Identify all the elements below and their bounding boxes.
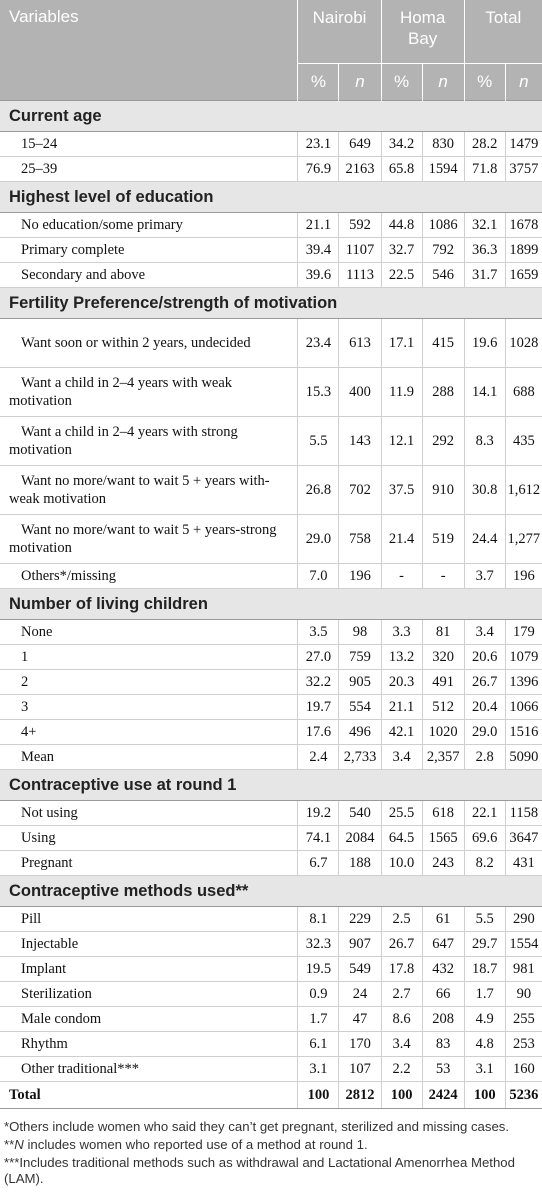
cell-percent: 6.1	[298, 1032, 339, 1057]
cell-count: 981	[505, 957, 542, 982]
cell-percent: 27.0	[298, 645, 339, 670]
cell-percent: 20.6	[464, 645, 505, 670]
row-label: Want no more/want to wait 5 + years with-weak motivation	[0, 466, 298, 515]
section-title: Current age	[0, 101, 542, 132]
cell-percent: 7.0	[298, 564, 339, 589]
table-row	[0, 1057, 542, 1082]
cell-percent: 18.7	[464, 957, 505, 982]
cell-percent: 22.5	[381, 263, 422, 288]
row-label: 25–39	[0, 157, 298, 182]
cell-percent: 17.8	[381, 957, 422, 982]
table-row	[0, 801, 542, 826]
cell-percent: 13.2	[381, 645, 422, 670]
cell-percent: 76.9	[298, 157, 339, 182]
cell-count: 519	[422, 515, 464, 564]
row-label: Implant	[0, 957, 298, 982]
table-row	[0, 932, 542, 957]
cell-count: 1565	[422, 826, 464, 851]
row-label: No education/some primary	[0, 213, 298, 238]
cell-count: 2,733	[339, 745, 381, 770]
cell-percent: 21.1	[381, 695, 422, 720]
cell-count: 647	[422, 932, 464, 957]
table-row	[0, 263, 542, 288]
table-row	[0, 213, 542, 238]
cell-percent: 29.0	[464, 720, 505, 745]
cell-count: 1113	[339, 263, 381, 288]
cell-count: 66	[422, 982, 464, 1007]
row-label: Others*/missing	[0, 564, 298, 589]
cell-percent: 44.8	[381, 213, 422, 238]
cell-count: 2084	[339, 826, 381, 851]
cell-percent: 3.5	[298, 620, 339, 645]
cell-percent: 28.2	[464, 132, 505, 157]
row-label: Other traditional***	[0, 1057, 298, 1082]
total-row	[0, 1082, 542, 1109]
cell-percent: 8.6	[381, 1007, 422, 1032]
table-row	[0, 720, 542, 745]
table-row	[0, 157, 542, 182]
cell-percent: 3.4	[381, 1032, 422, 1057]
cell-count: 431	[505, 851, 542, 876]
cell-count: 170	[339, 1032, 381, 1057]
cell-count: 1079	[505, 645, 542, 670]
row-label: Male condom	[0, 1007, 298, 1032]
cell-percent: 71.8	[464, 157, 505, 182]
section-title: Highest level of education	[0, 182, 542, 213]
cell-count: 1107	[339, 238, 381, 263]
table-row	[0, 620, 542, 645]
footnote-2-rest: includes women who reported use of a method at round 1.	[23, 1137, 368, 1152]
cell-percent: -	[381, 564, 422, 589]
cell-count: 292	[422, 417, 464, 466]
cell-count: 1066	[505, 695, 542, 720]
cell-count: 320	[422, 645, 464, 670]
cell-percent: 21.4	[381, 515, 422, 564]
cell-count: 98	[339, 620, 381, 645]
header-n: n	[505, 64, 542, 101]
cell-percent: 20.3	[381, 670, 422, 695]
cell-percent: 26.7	[464, 670, 505, 695]
cell-percent: 5.5	[298, 417, 339, 466]
table-row	[0, 132, 542, 157]
total-percent: 100	[298, 1082, 339, 1109]
cell-percent: 2.7	[381, 982, 422, 1007]
cell-percent: 29.0	[298, 515, 339, 564]
table-row	[0, 745, 542, 770]
total-percent: 100	[464, 1082, 505, 1109]
cell-percent: 8.2	[464, 851, 505, 876]
cell-count: 1899	[505, 238, 542, 263]
row-label: Rhythm	[0, 1032, 298, 1057]
total-count: 5236	[505, 1082, 542, 1109]
cell-percent: 4.9	[464, 1007, 505, 1032]
total-label: Total	[0, 1082, 298, 1109]
table-row	[0, 368, 542, 417]
cell-count: 512	[422, 695, 464, 720]
cell-percent: 17.6	[298, 720, 339, 745]
row-label: Want no more/want to wait 5 + years-strong motivation	[0, 515, 298, 564]
cell-percent: 37.5	[381, 466, 422, 515]
cell-count: 1554	[505, 932, 542, 957]
cell-count: 229	[339, 907, 381, 932]
section-title: Fertility Preference/strength of motivation	[0, 288, 542, 319]
table-body	[0, 101, 542, 1109]
cell-percent: 3.3	[381, 620, 422, 645]
cell-percent: 3.7	[464, 564, 505, 589]
cell-count: 1659	[505, 263, 542, 288]
cell-count: 5090	[505, 745, 542, 770]
section-header-row	[0, 876, 542, 907]
cell-count: 107	[339, 1057, 381, 1082]
cell-count: 243	[422, 851, 464, 876]
cell-count: 196	[505, 564, 542, 589]
cell-percent: 0.9	[298, 982, 339, 1007]
cell-percent: 32.1	[464, 213, 505, 238]
cell-count: 253	[505, 1032, 542, 1057]
cell-percent: 2.2	[381, 1057, 422, 1082]
cell-count: 496	[339, 720, 381, 745]
section-header-row	[0, 288, 542, 319]
table-row	[0, 957, 542, 982]
cell-count: -	[422, 564, 464, 589]
table-row	[0, 319, 542, 368]
cell-percent: 14.1	[464, 368, 505, 417]
cell-percent: 2.8	[464, 745, 505, 770]
cell-count: 400	[339, 368, 381, 417]
cell-percent: 2.4	[298, 745, 339, 770]
cell-percent: 3.1	[298, 1057, 339, 1082]
cell-count: 415	[422, 319, 464, 368]
cell-count: 3757	[505, 157, 542, 182]
cell-percent: 42.1	[381, 720, 422, 745]
row-label: Injectable	[0, 932, 298, 957]
total-count: 2424	[422, 1082, 464, 1109]
cell-percent: 26.7	[381, 932, 422, 957]
cell-count: 435	[505, 417, 542, 466]
cell-count: 90	[505, 982, 542, 1007]
table-row	[0, 1032, 542, 1057]
cell-percent: 24.4	[464, 515, 505, 564]
header-nairobi: Nairobi	[298, 0, 381, 64]
footnote-2-italic: N	[14, 1137, 24, 1152]
cell-count: 196	[339, 564, 381, 589]
cell-count: 1678	[505, 213, 542, 238]
cell-count: 702	[339, 466, 381, 515]
cell-percent: 64.5	[381, 826, 422, 851]
cell-percent: 21.1	[298, 213, 339, 238]
cell-count: 143	[339, 417, 381, 466]
header-n: n	[422, 64, 464, 101]
cell-percent: 23.1	[298, 132, 339, 157]
section-header-row	[0, 589, 542, 620]
total-count: 2812	[339, 1082, 381, 1109]
cell-count: 81	[422, 620, 464, 645]
row-label: Pregnant	[0, 851, 298, 876]
cell-count: 208	[422, 1007, 464, 1032]
table-row	[0, 515, 542, 564]
cell-percent: 1.7	[464, 982, 505, 1007]
cell-count: 1479	[505, 132, 542, 157]
cell-count: 255	[505, 1007, 542, 1032]
cell-count: 1028	[505, 319, 542, 368]
cell-percent: 17.1	[381, 319, 422, 368]
cell-count: 24	[339, 982, 381, 1007]
cell-percent: 5.5	[464, 907, 505, 932]
cell-percent: 8.3	[464, 417, 505, 466]
header-n: n	[339, 64, 381, 101]
cell-percent: 26.8	[298, 466, 339, 515]
cell-percent: 4.8	[464, 1032, 505, 1057]
cell-count: 792	[422, 238, 464, 263]
cell-count: 1516	[505, 720, 542, 745]
row-label: Want soon or within 2 years, undecided	[0, 319, 298, 368]
cell-count: 1158	[505, 801, 542, 826]
cell-count: 290	[505, 907, 542, 932]
cell-percent: 32.2	[298, 670, 339, 695]
header-total: Total	[464, 0, 542, 64]
table-row	[0, 982, 542, 1007]
cell-percent: 32.7	[381, 238, 422, 263]
cell-percent: 6.7	[298, 851, 339, 876]
header-pct: %	[381, 64, 422, 101]
row-label: 15–24	[0, 132, 298, 157]
cell-count: 649	[339, 132, 381, 157]
table-row	[0, 826, 542, 851]
cell-percent: 11.9	[381, 368, 422, 417]
cell-percent: 23.4	[298, 319, 339, 368]
cell-percent: 65.8	[381, 157, 422, 182]
cell-count: 830	[422, 132, 464, 157]
row-label: None	[0, 620, 298, 645]
section-header-row	[0, 770, 542, 801]
cell-count: 759	[339, 645, 381, 670]
cell-percent: 29.7	[464, 932, 505, 957]
cell-count: 491	[422, 670, 464, 695]
table-row	[0, 417, 542, 466]
cell-count: 618	[422, 801, 464, 826]
cell-count: 288	[422, 368, 464, 417]
row-label: 3	[0, 695, 298, 720]
cell-count: 910	[422, 466, 464, 515]
section-title: Contraceptive methods used**	[0, 876, 542, 907]
cell-percent: 39.4	[298, 238, 339, 263]
cell-percent: 32.3	[298, 932, 339, 957]
cell-percent: 12.1	[381, 417, 422, 466]
row-label: 4+	[0, 720, 298, 745]
total-percent: 100	[381, 1082, 422, 1109]
row-label: Sterilization	[0, 982, 298, 1007]
cell-percent: 25.5	[381, 801, 422, 826]
cell-count: 905	[339, 670, 381, 695]
header-pct: %	[298, 64, 339, 101]
table-row	[0, 564, 542, 589]
header-pct: %	[464, 64, 505, 101]
row-label: Primary complete	[0, 238, 298, 263]
table-row	[0, 907, 542, 932]
row-label: 2	[0, 670, 298, 695]
cell-count: 1594	[422, 157, 464, 182]
cell-count: 613	[339, 319, 381, 368]
cell-percent: 30.8	[464, 466, 505, 515]
cell-count: 1396	[505, 670, 542, 695]
cell-percent: 22.1	[464, 801, 505, 826]
table-row	[0, 670, 542, 695]
cell-count: 2,357	[422, 745, 464, 770]
cell-percent: 15.3	[298, 368, 339, 417]
cell-percent: 10.0	[381, 851, 422, 876]
section-title: Contraceptive use at round 1	[0, 770, 542, 801]
cell-percent: 20.4	[464, 695, 505, 720]
cell-percent: 39.6	[298, 263, 339, 288]
cell-count: 2163	[339, 157, 381, 182]
cell-percent: 19.5	[298, 957, 339, 982]
section-header-row	[0, 101, 542, 132]
cell-count: 3647	[505, 826, 542, 851]
cell-percent: 74.1	[298, 826, 339, 851]
cell-percent: 1.7	[298, 1007, 339, 1032]
section-header-row	[0, 182, 542, 213]
table-footnotes	[0, 1109, 542, 1187]
cell-percent: 19.2	[298, 801, 339, 826]
header-homa-bay-label: Homa Bay	[399, 8, 446, 48]
cell-count: 47	[339, 1007, 381, 1032]
table-row	[0, 1007, 542, 1032]
cell-count: 1086	[422, 213, 464, 238]
cell-percent: 19.6	[464, 319, 505, 368]
cell-count: 1,277	[505, 515, 542, 564]
footnote-2	[4, 1137, 538, 1153]
footnote-3: ***Includes traditional methods such as withdrawal and Lactational Amenorrhea Method (LAM).	[4, 1155, 515, 1186]
cell-count: 592	[339, 213, 381, 238]
footnote-2-prefix: **	[4, 1137, 15, 1152]
cell-count: 540	[339, 801, 381, 826]
row-label: Not using	[0, 801, 298, 826]
row-label: Using	[0, 826, 298, 851]
footnote-1: *Others include women who said they can’t get pregnant, sterilized and missing cases.	[4, 1119, 510, 1134]
cell-percent: 19.7	[298, 695, 339, 720]
cell-count: 546	[422, 263, 464, 288]
cell-percent: 2.5	[381, 907, 422, 932]
cell-count: 179	[505, 620, 542, 645]
table-header	[0, 0, 542, 101]
header-variables: Variables	[0, 0, 298, 101]
row-label: 1	[0, 645, 298, 670]
row-label: Pill	[0, 907, 298, 932]
cell-percent: 36.3	[464, 238, 505, 263]
row-label: Want a child in 2–4 years with weak motivation	[0, 368, 298, 417]
cell-count: 160	[505, 1057, 542, 1082]
section-title: Number of living children	[0, 589, 542, 620]
table-row	[0, 645, 542, 670]
cell-count: 554	[339, 695, 381, 720]
cell-percent: 3.1	[464, 1057, 505, 1082]
cell-count: 1020	[422, 720, 464, 745]
cell-percent: 34.2	[381, 132, 422, 157]
cell-percent: 3.4	[381, 745, 422, 770]
cell-percent: 3.4	[464, 620, 505, 645]
cell-count: 83	[422, 1032, 464, 1057]
table-row	[0, 695, 542, 720]
cell-count: 688	[505, 368, 542, 417]
row-label: Mean	[0, 745, 298, 770]
cell-count: 758	[339, 515, 381, 564]
cell-count: 549	[339, 957, 381, 982]
cell-count: 907	[339, 932, 381, 957]
row-label: Want a child in 2–4 years with strong motivation	[0, 417, 298, 466]
cell-count: 61	[422, 907, 464, 932]
cell-count: 188	[339, 851, 381, 876]
cell-percent: 69.6	[464, 826, 505, 851]
cell-percent: 31.7	[464, 263, 505, 288]
cell-count: 432	[422, 957, 464, 982]
cell-count: 1,612	[505, 466, 542, 515]
row-label: Secondary and above	[0, 263, 298, 288]
cell-count: 53	[422, 1057, 464, 1082]
cell-percent: 8.1	[298, 907, 339, 932]
header-homa-bay	[381, 0, 464, 64]
table-row	[0, 851, 542, 876]
table-row	[0, 466, 542, 515]
table-row	[0, 238, 542, 263]
